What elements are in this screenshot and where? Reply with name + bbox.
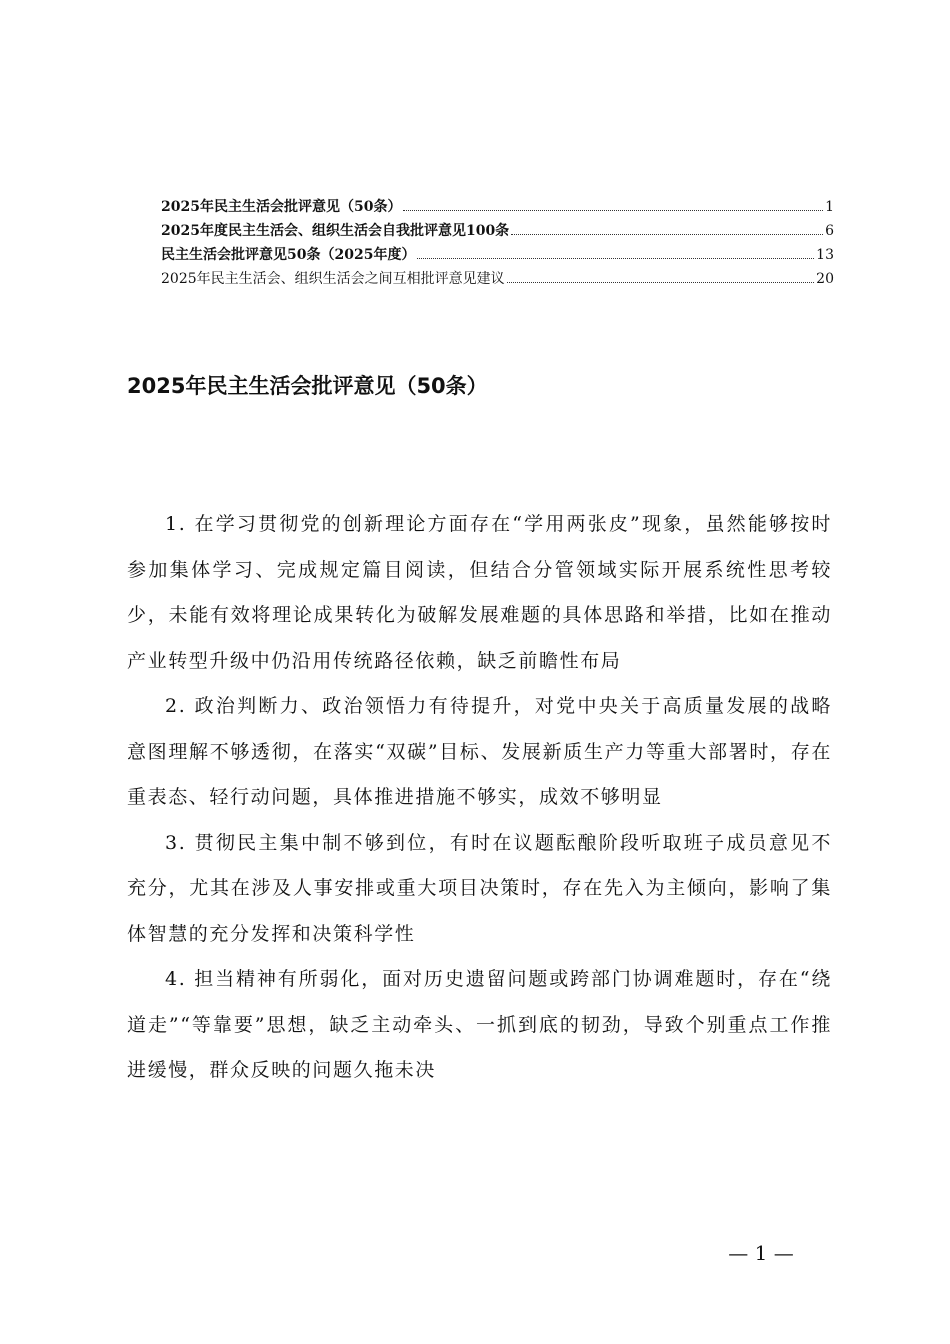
document-heading: 2025年民主生活会批评意见（50条）: [127, 374, 488, 398]
toc-entry-page: 6: [825, 223, 834, 239]
body-paragraph-3: 3. 贯彻民主集中制不够到位，有时在议题酝酿阶段听取班子成员意见不充分，尤其在涉及人事安排或重大项目决策时，存在先入为主倾向，影响了集体智慧的充分发挥和决策科学性: [127, 831, 832, 945]
toc-entry-4[interactable]: [161, 267, 834, 291]
toc-entry-title: 民主生活会批评意见50条（2025年度）: [161, 247, 416, 263]
toc-entry-page: 1: [825, 199, 834, 215]
body-paragraph-4: 4. 担当精神有所弱化，面对历史遗留问题或跨部门协调难题时，存在“绕道走”“等靠要”思想，缺乏主动牵头、一抓到底的韧劲，导致个别重点工作推进缓慢，群众反映的问题久拖未决: [127, 968, 832, 1081]
document-body: [127, 502, 832, 1094]
table-of-contents: [161, 195, 834, 291]
toc-dot-leader: [511, 234, 823, 235]
toc-entry-2[interactable]: [161, 219, 834, 243]
body-paragraph-1: 1. 在学习贯彻党的创新理论方面存在“学用两张皮”现象，虽然能够按时参加集体学习、完成规定篇目阅读，但结合分管领域实际开展系统性思考较少，未能有效将理论成果转化为破解发展难题的具体思路和举措，比如在推动产业转型升级中仍沿用传统路径依赖，缺乏前瞻性布局: [127, 513, 832, 672]
toc-entry-title: 2025年民主生活会批评意见（50条）: [161, 199, 402, 215]
toc-entry-3[interactable]: [161, 243, 834, 267]
toc-entry-title: 2025年度民主生活会、组织生活会自我批评意见100条: [161, 223, 510, 239]
toc-dot-leader: [403, 210, 823, 211]
page-number: — 1 —: [728, 1241, 794, 1265]
toc-dot-leader: [417, 258, 814, 259]
toc-entry-page: 20: [816, 271, 834, 287]
toc-entry-1[interactable]: [161, 195, 834, 219]
toc-entry-page: 13: [816, 247, 834, 263]
toc-dot-leader: [507, 282, 815, 283]
toc-entry-title: 2025年民主生活会、组织生活会之间互相批评意见建议: [161, 271, 505, 287]
body-paragraph-2: 2. 政治判断力、政治领悟力有待提升，对党中央关于高质量发展的战略意图理解不够透彻，在落实“双碳”目标、发展新质生产力等重大部署时，存在重表态、轻行动问题，具体推进措施不够实，成效不够明显: [127, 695, 832, 808]
